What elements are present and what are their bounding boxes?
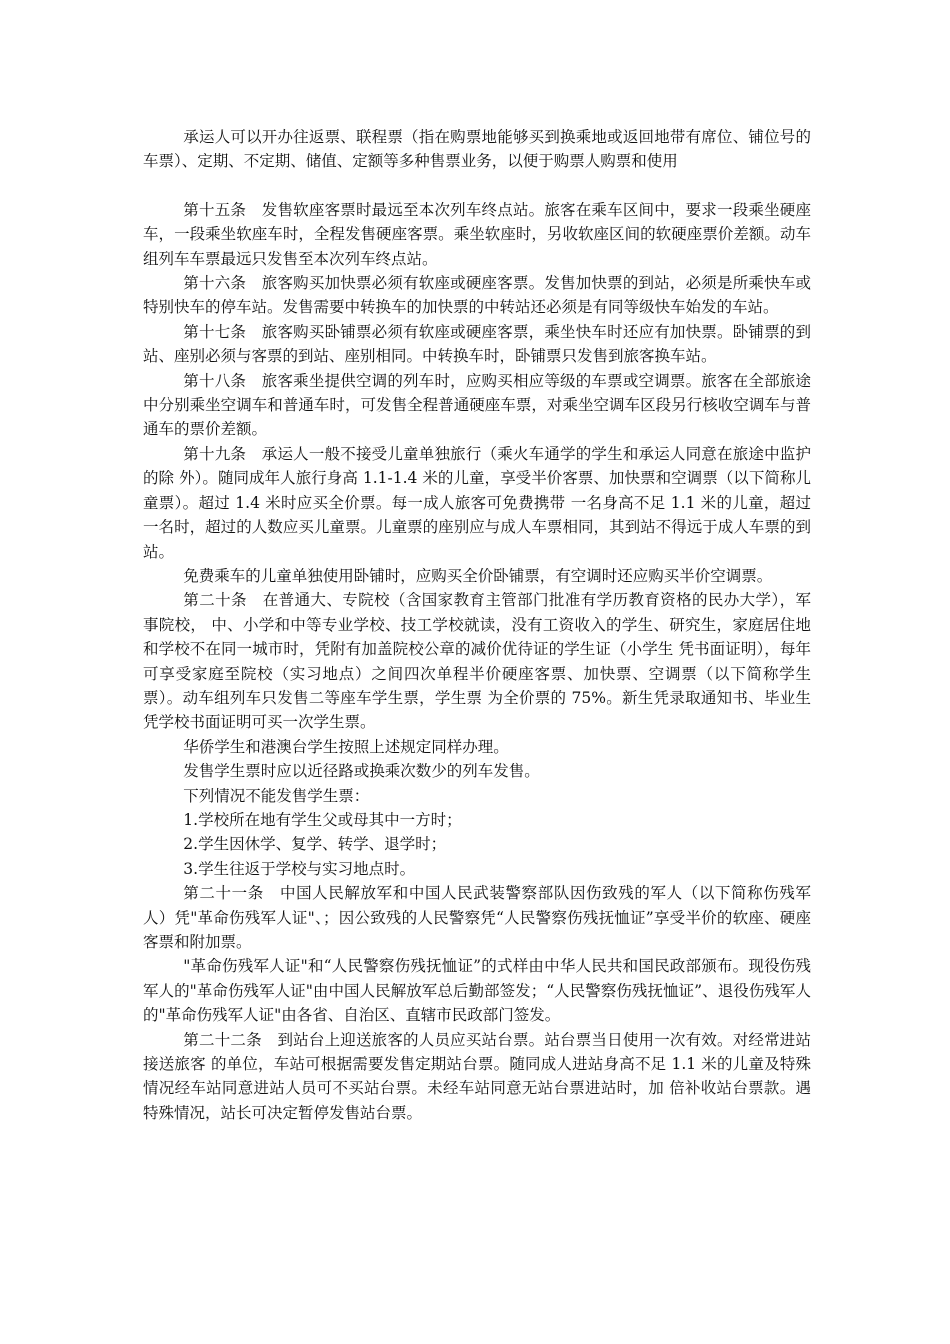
paragraph-article-20: 第二十条 在普通大、专院校（含国家教育主管部门批准有学历教育资格的民办大学），军事院校， 中、小学和中等专业学校、技工学校就读，没有工资收入的学生、研究生，家庭居住地和学校不在同一城市时，凭附有加盖院校公章的减价优待证的学生证（小学生 凭书面证明），每年可享受家庭至院校（实习地点）之间四次单程半价硬座客票、加快票、空调票（以下简称学生票）。动车组列车只发售二等座车学生票，学生票 为全价票的 75%。新生凭录取通知书、毕业生凭学校书面证明可买一次学生票。: [143, 591, 811, 732]
paragraph-child-sleeper: 免费乘车的儿童单独使用卧铺时，应购买全价卧铺票，有空调时还应购买半价空调票。: [183, 566, 773, 585]
paragraph-ticket-services: 承运人可以开办往返票、联程票（指在购票地能够买到换乘地或返回地带有席位、铺位号的车票）、定期、不定期、储值、定额等多种售票业务，以便于购票人购票和使用: [143, 128, 811, 171]
paragraph-article-22: 第二十二条 到站台上迎送旅客的人员应买站台票。站台票当日使用一次有效。对经常进站接送旅客 的单位，车站可根据需要发售定期站台票。随同成人进站身高不足 1.1 米的儿童及特殊情况经车站同意进站人员可不买站台票。未经车站同意无站台票进站时，加 倍补收站台票款。遇特殊情况，站长可决定暂停发售站台票。: [143, 1030, 811, 1122]
list-item-exclusion-3: 3.学生往返于学校与实习地点时。: [183, 859, 416, 878]
paragraph-article-21: 第二十一条 中国人民解放军和中国人民武装警察部队因伤致残的军人（以下简称伤残军人）凭"革命伤残军人证"、；因公致残的人民警察凭“人民警察伤残抚恤证”享受半价的软座、硬座客票和附加票。: [143, 884, 811, 951]
paragraph-article-15: 第十五条 发售软座客票时最远至本次列车终点站。旅客在乘车区间中，要求一段乘坐硬座车，一段乘坐软座车时，全程发售硬座客票。乘坐软座时，另收软座区间的软硬座票价差额。动车组列车车票最远只发售至本次列车终点站。: [143, 200, 811, 268]
list-item-exclusion-1: 1.学校所在地有学生父或母其中一方时；: [183, 810, 462, 829]
document-body: [143, 125, 811, 1125]
paragraph-certificate-issuance: "革命伤残军人证"和“人民警察伤残抚恤证”的式样由中华人民共和国民政部颁布。现役伤残军人的"革命伤残军人证"由中国人民解放军总后勤部签发；“人民警察伤残抚恤证”、退役伤残军人的"革命伤残军人证"由各省、自治区、直辖市民政部门签发。: [143, 957, 811, 1025]
paragraph-article-18: 第十八条 旅客乘坐提供空调的列车时，应购买相应等级的车票或空调票。旅客在全部旅途中分别乘坐空调车和普通车时，可发售全程普通硬座车票，对乘坐空调车区段另行核收空调车与普通车的票价差额。: [143, 371, 811, 439]
paragraph-student-route: 发售学生票时应以近径路或换乘次数少的列车发售。: [183, 762, 540, 781]
paragraph-exclusions-heading: 下列情况不能发售学生票：: [183, 786, 370, 805]
list-item-exclusion-2: 2.学生因休学、复学、转学、退学时；: [183, 835, 447, 854]
paragraph-article-17: 第十七条 旅客购买卧铺票必须有软座或硬座客票，乘坐快车时还应有加快票。卧铺票的到站、座别必须与客票的到站、座别相同。中转换车时，卧铺票只发售到旅客换车站。: [143, 322, 811, 366]
paragraph-article-19: 第十九条 承运人一般不接受儿童单独旅行（乘火车通学的学生和承运人同意在旅途中监护的除 外）。随同成年人旅行身高 1.1-1.4 米的儿童，享受半价客票、加快票和空调票（以下简称儿童票）。超过 1.4 米时应买全价票。每一成人旅客可免费携带 一名身高不足 1.1 米的儿童，超过一名时，超过的人数应买儿童票。儿童票的座别应与成人车票相同，其到站不得远于成人车票的到站。: [143, 444, 811, 561]
paragraph-article-16: 第十六条 旅客购买加快票必须有软座或硬座客票。发售加快票的到站，必须是所乘快车或特别快车的停车站。发售需要中转换车的加快票的中转站还必须是有同等级快车始发的车站。: [143, 274, 811, 317]
paragraph-overseas-students: 华侨学生和港澳台学生按照上述规定同样办理。: [183, 737, 509, 756]
